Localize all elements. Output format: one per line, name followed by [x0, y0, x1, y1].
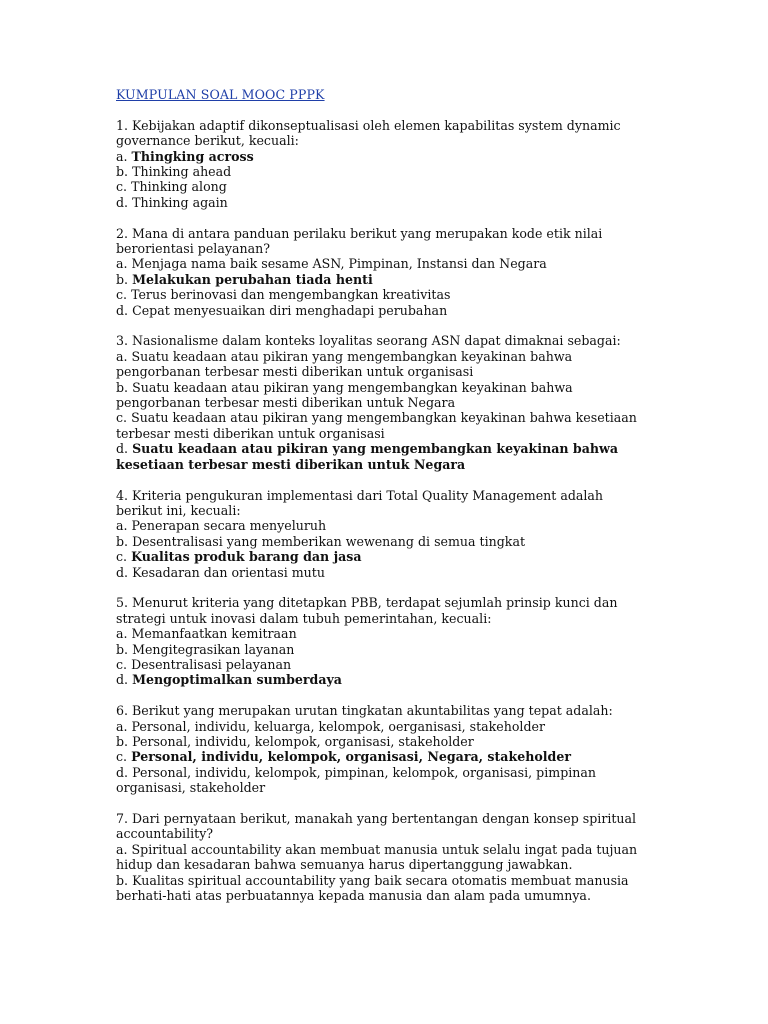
question-text: 7. Dari pernyataan berikut, manakah yang bertentangan dengan konsep spiritual accountability? [116, 810, 637, 842]
answer-option [116, 518, 652, 533]
option-text: Kesadaran dan orientasi mutu [132, 564, 325, 580]
option-prefix: a. [116, 348, 132, 364]
option-text: Desentralisasi pelayanan [131, 656, 292, 672]
question-text: 2. Mana di antara panduan perilaku berikut yang merupakan kode etik nilai berorientasi pelayanan? [116, 225, 603, 257]
answer-option [116, 842, 652, 873]
answer-option [116, 672, 652, 687]
correct-answer-text: Mengoptimalkan sumberdaya [132, 672, 342, 688]
answer-option [116, 734, 652, 749]
option-text: Suatu keadaan atau pikiran yang mengembangkan keyakinan bahwa pengorbanan terbesar mesti diberikan untuk organisasi [116, 348, 573, 380]
option-prefix: c. [116, 549, 132, 565]
option-text: Thinking along [131, 179, 227, 195]
answer-option [116, 873, 652, 904]
question-text: 1. Kebijakan adaptif dikonseptualisasi oleh elemen kapabilitas system dynamic governance berikut, kecuali: [116, 117, 621, 149]
option-text: Personal, individu, kelompok, organisasi, stakeholder [132, 733, 474, 749]
option-prefix: c. [116, 749, 132, 765]
answer-option [116, 349, 652, 380]
option-text: Terus berinovasi dan mengembangkan kreativitas [131, 287, 451, 303]
correct-answer-text: Kualitas produk barang dan jasa [131, 549, 362, 565]
question-text: 3. Nasionalisme dalam konteks loyalitas seorang ASN dapat dimaknai sebagai: [116, 333, 621, 349]
answer-option [116, 719, 652, 734]
option-text: Personal, individu, keluarga, kelompok, oerganisasi, stakeholder [131, 718, 545, 734]
option-prefix: d. [116, 764, 133, 780]
question-block [116, 333, 652, 472]
answer-option [116, 149, 652, 164]
question-text: 6. Berikut yang merupakan urutan tingkatan akuntabilitas yang tepat adalah: [116, 703, 613, 719]
option-prefix: a. [116, 841, 132, 857]
question-text: 4. Kriteria pengukuran implementasi dari Total Quality Management adalah berikut ini, kecuali: [116, 487, 604, 518]
option-prefix: b. [116, 164, 133, 180]
correct-answer-text: Suatu keadaan atau pikiran yang mengembangkan keyakinan bahwa kesetiaan terbesar mesti diberikan untuk Negara [116, 441, 619, 472]
option-prefix: a. [116, 148, 132, 164]
question-list [116, 118, 652, 904]
answer-option [116, 657, 652, 672]
answer-option [116, 164, 652, 179]
question-block [116, 811, 652, 903]
question-text: 5. Menurut kriteria yang ditetapkan PBB, terdapat sejumlah prinsip kunci dan strategi untuk inovasi dalam tubuh pemerintahan, kecuali: [116, 595, 618, 626]
answer-option [116, 410, 652, 441]
option-prefix: d. [116, 672, 133, 688]
option-prefix: b. [116, 379, 133, 395]
option-prefix: a. [116, 626, 132, 642]
answer-option [116, 565, 652, 580]
question-block [116, 595, 652, 687]
option-text: Menjaga nama baik sesame ASN, Pimpinan, Instansi dan Negara [131, 256, 547, 272]
option-prefix: d. [116, 302, 133, 318]
correct-answer-text: Melakukan perubahan tiada henti [132, 271, 373, 287]
option-text: Thinking ahead [132, 164, 232, 180]
option-prefix: c. [116, 287, 132, 303]
option-prefix: c. [116, 179, 132, 195]
option-prefix: b. [116, 641, 133, 657]
answer-option [116, 549, 652, 564]
option-prefix: c. [116, 410, 132, 426]
answer-option [116, 179, 652, 194]
option-text: Kualitas spiritual accountability yang baik secara otomatis membuat manusia berhati-hati atas perbuatannya kepada manusia dan alam pada umumnya. [116, 872, 629, 904]
option-prefix: a. [116, 518, 132, 534]
option-text: Cepat menyesuaikan diri menghadapi perubahan [132, 302, 448, 318]
answer-option [116, 272, 652, 287]
option-text: Penerapan secara menyeluruh [131, 518, 327, 534]
option-text: Memanfaatkan kemitraan [131, 626, 297, 642]
option-prefix: b. [116, 533, 133, 549]
answer-option [116, 256, 652, 271]
option-text: Desentralisasi yang memberikan wewenang di semua tingkat [132, 533, 526, 549]
answer-option [116, 642, 652, 657]
correct-answer-text: Thingking across [131, 148, 254, 164]
answer-option [116, 380, 652, 411]
option-prefix: b. [116, 271, 133, 287]
document-page [116, 87, 652, 919]
option-prefix: d. [116, 194, 133, 210]
option-prefix: c. [116, 656, 132, 672]
option-text: Mengitegrasikan layanan [132, 641, 295, 657]
answer-option [116, 626, 652, 641]
question-block [116, 703, 652, 795]
answer-option [116, 441, 652, 472]
document-title: KUMPULAN SOAL MOOC PPPK [116, 87, 325, 102]
question-block [116, 488, 652, 580]
option-prefix: d. [116, 441, 133, 457]
question-block [116, 118, 652, 210]
option-text: Suatu keadaan atau pikiran yang mengembangkan keyakinan bahwa pengorbanan terbesar mesti diberikan untuk Negara [116, 379, 573, 411]
answer-option [116, 303, 652, 318]
option-text: Thinking again [132, 194, 228, 210]
question-block [116, 226, 652, 318]
answer-option [116, 765, 652, 796]
option-prefix: b. [116, 872, 133, 888]
option-prefix: b. [116, 733, 133, 749]
option-text: Spiritual accountability akan membuat manusia untuk selalu ingat pada tujuan hidup dan kesadaran bahwa semuanya harus dipertanggung jawabkan. [116, 841, 638, 873]
option-prefix: a. [116, 256, 132, 272]
answer-option [116, 287, 652, 302]
option-prefix: d. [116, 564, 133, 580]
answer-option [116, 534, 652, 549]
option-prefix: a. [116, 718, 132, 734]
answer-option [116, 195, 652, 210]
option-text: Suatu keadaan atau pikiran yang mengembangkan keyakinan bahwa kesetiaan terbesar mesti diberikan untuk organisasi [116, 410, 637, 441]
option-text: Personal, individu, kelompok, pimpinan, kelompok, organisasi, pimpinan organisasi, stakeholder [116, 764, 597, 796]
answer-option [116, 749, 652, 764]
correct-answer-text: Personal, individu, kelompok, organisasi, Negara, stakeholder [131, 749, 572, 765]
